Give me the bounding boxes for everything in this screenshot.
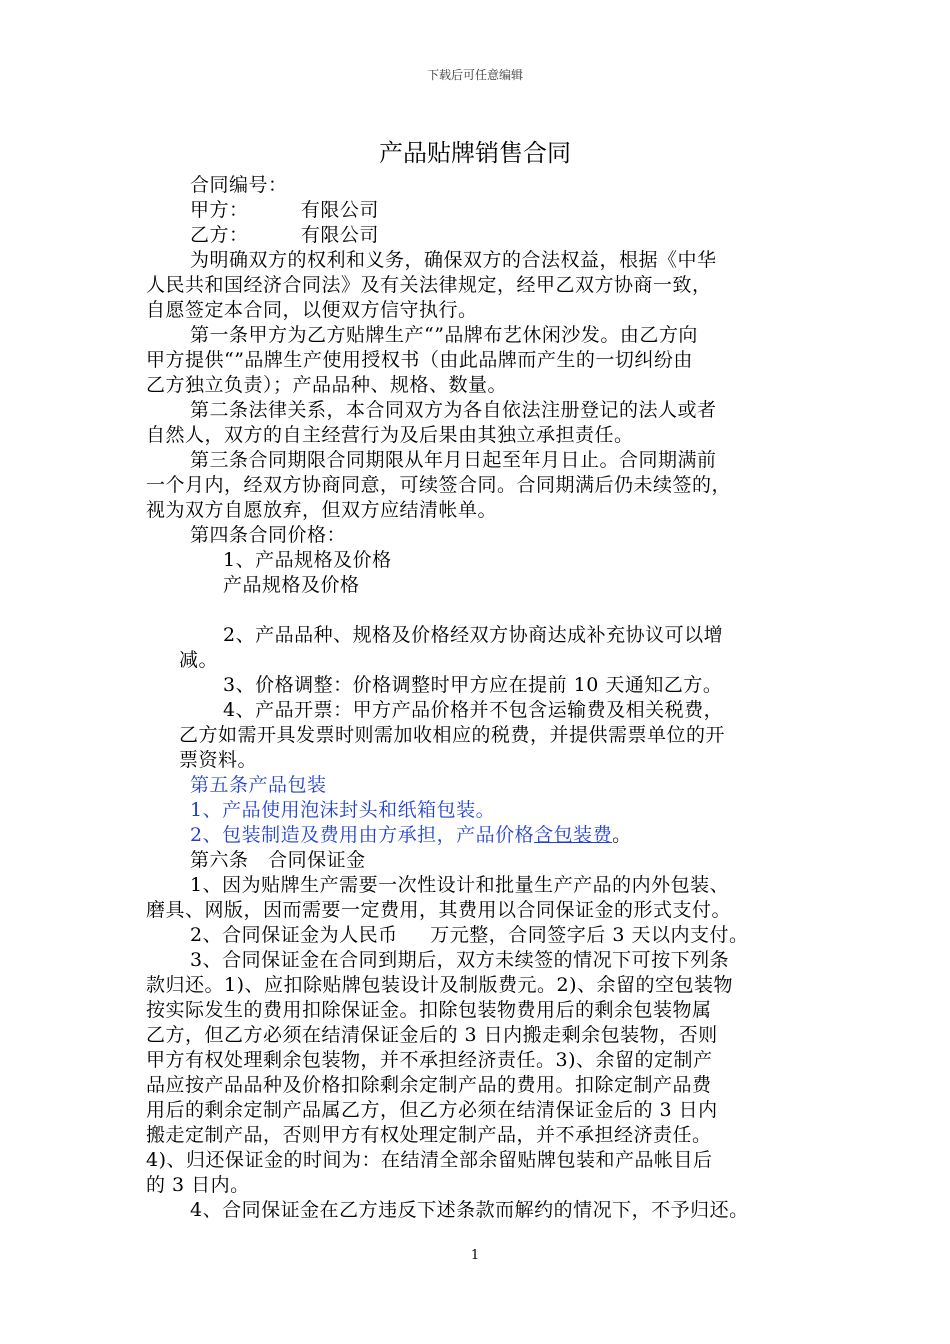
document-body xyxy=(146,173,816,1223)
article-4-item-3: 3、价格调整：价格调整时甲方应在提前 10 天通知乙方。 xyxy=(223,674,723,696)
article-4-item-4-line-3: 票资料。 xyxy=(179,749,258,771)
article-5-item-2-underlined: 含包装费 xyxy=(534,824,613,846)
contract-number-line: 合同编号： xyxy=(190,174,288,196)
article-6-item-2: 2、合同保证金为人民币 万元整，合同签字后 3 天以内支付。 xyxy=(190,924,749,946)
page-header: 下载后可任意编辑 xyxy=(426,68,523,82)
article-4-item-4-line-2: 乙方如需开具发票时则需加收相应的税费，并提供需票单位的开 xyxy=(179,724,726,746)
page-number: 1 xyxy=(470,1248,480,1263)
article-2-line-1: 第二条法律关系，本合同双方为各自依法注册登记的法人或者 xyxy=(190,399,717,421)
document-title: 产品贴牌销售合同 xyxy=(379,139,571,167)
article-4-heading: 第四条合同价格： xyxy=(190,524,347,546)
party-b-line: 乙方： 有限公司 xyxy=(190,224,379,246)
article-6-heading: 第六条 合同保证金 xyxy=(190,849,366,871)
article-3-line-3: 视为双方自愿放弃，但双方应结清帐单。 xyxy=(146,499,498,521)
article-5-item-2 xyxy=(146,823,816,848)
article-3-line-1: 第三条合同期限合同期限从年月日起至年月日止。合同期满前 xyxy=(190,449,717,471)
article-6-item-3-line-2: 款归还。1)、应扣除贴牌包装设计及制版费元。2)、余留的空包装物 xyxy=(146,974,734,996)
article-6-item-3-line-8: 搬走定制产品，否则甲方有权处理定制产品，并不承担经济责任。 xyxy=(146,1124,712,1146)
article-6-item-1-line-1: 1、因为贴牌生产需要一次性设计和批量生产产品的内外包装、 xyxy=(190,874,730,896)
article-1-line-3: 乙方独立负责）；产品品种、规格、数量。 xyxy=(146,374,508,396)
preamble-line-1: 为明确双方的权利和义务，确保双方的合法权益，根据《中华 xyxy=(190,249,717,271)
article-1-line-1: 第一条甲方为乙方贴牌生产“”品牌布艺休闲沙发。由乙方向 xyxy=(190,324,698,346)
article-6-item-3-line-6: 品应按产品品种及价格扣除剩余定制产品的费用。扣除定制产品费 xyxy=(146,1074,712,1096)
preamble-line-3: 自愿签定本合同，以便双方信守执行。 xyxy=(146,299,478,321)
article-1-line-2: 甲方提供“”品牌生产使用授权书（由此品牌而产生的一切纠纷由 xyxy=(146,349,693,371)
article-6-item-3-line-9: 4)、归还保证金的时间为：在结清全部余留贴牌包装和产品帐目后 xyxy=(146,1149,713,1171)
article-4-item-1-sub: 产品规格及价格 xyxy=(223,574,360,596)
article-3-line-2: 一个月内，经双方协商同意，可续签合同。合同期满后仍未续签的， xyxy=(146,474,732,496)
article-4-item-4-line-1: 4、产品开票：甲方产品价格并不包含运输费及相关税费， xyxy=(223,699,724,721)
article-4-item-2-line-1: 2、产品品种、规格及价格经双方协商达成补充协议可以增 xyxy=(223,624,724,646)
article-6-item-3-line-5: 甲方有权处理剩余包装物，并不承担经济责任。3)、余留的定制产 xyxy=(146,1049,713,1071)
article-4-item-1: 1、产品规格及价格 xyxy=(223,549,392,571)
party-a-line: 甲方： 有限公司 xyxy=(190,199,379,221)
article-5-item-2-text: 2、包装制造及费用由方承担，产品价格 xyxy=(190,824,535,846)
article-6-item-1-line-2: 磨具、网版，因而需要一定费用，其费用以合同保证金的形式支付。 xyxy=(146,899,732,921)
article-6-item-3-line-10: 的 3 日内。 xyxy=(146,1174,250,1196)
article-6-item-3-line-7: 用后的剩余定制产品属乙方，但乙方必须在结清保证金后的 3 日内 xyxy=(146,1099,718,1121)
article-5-item-1: 1、产品使用泡沫封头和纸箱包装。 xyxy=(190,799,496,821)
article-4-item-2-line-2: 减。 xyxy=(179,649,219,671)
article-6-item-3-line-1: 3、合同保证金在合同到期后，双方未续签的情况下可按下列条 xyxy=(190,949,730,971)
article-5-heading: 第五条产品包装 xyxy=(190,774,327,796)
preamble-line-2: 人民共和国经济合同法》及有关法律规定，经甲乙双方协商一致， xyxy=(146,274,712,296)
article-6-item-4: 4、合同保证金在乙方违反下述条款而解约的情况下，不予归还。 xyxy=(190,1199,749,1221)
article-5-item-2-period: 。 xyxy=(612,824,632,846)
article-6-item-3-line-3: 按实际发生的费用扣除保证金。扣除包装物费用后的剩余包装物属 xyxy=(146,999,712,1021)
article-6-item-3-line-4: 乙方，但乙方必须在结清保证金后的 3 日内搬走剩余包装物，否则 xyxy=(146,1024,718,1046)
blank-line xyxy=(146,598,816,623)
article-2-line-2: 自然人，双方的自主经营行为及后果由其独立承担责任。 xyxy=(146,424,634,446)
